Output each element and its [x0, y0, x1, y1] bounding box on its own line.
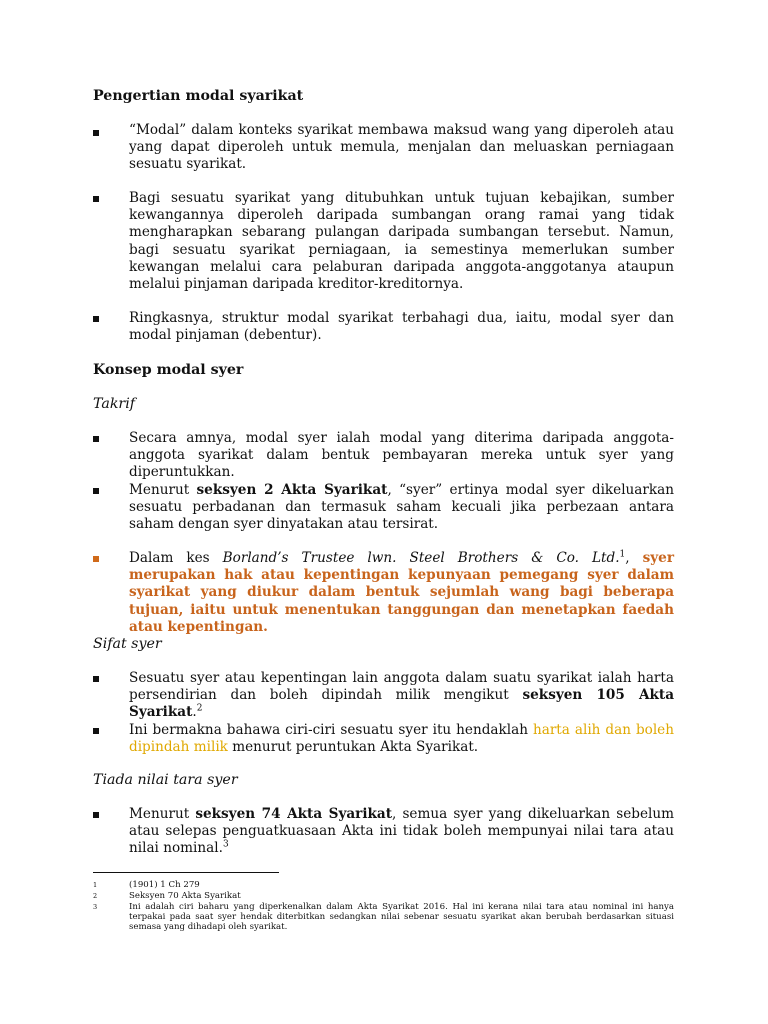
paragraph-seksyen-74: Menurut seksyen 74 Akta Syarikat, semua syer yang dikeluarkan sebelum atau selepas penguatkuasaan Akta ini tidak boleh mempunyai nilai tara atau nilai nominal.$^3$ [129, 806, 675, 857]
subheading-tiada-nilai-tara: Tiada nilai tara syer [93, 772, 238, 788]
seksyen-74-reference: seksyen 74 Akta Syarikat [195, 806, 393, 822]
paragraph-ringkasnya: Ringkasnya, struktur modal syarikat terbahagi dua, iaitu, modal syer dan modal pinjaman (debentur). [129, 310, 674, 344]
document-page: Pengertian modal syarikat “Modal” dalam konteks syarikat membawa maksud wang yang diperoleh atau yang dapat diperoleh untuk memula, menjalan dan meluaskan perniagaan sesuatu syarikat. Bagi sesuatu syarikat yang ditubuhkan untuk tujuan kebajikan, sumber kewangannya diperoleh daripada sumbangan orang ramai yang tidak mengharapkan sebarang pulangan daripada sumbangan tersebut. Namun, bagi sesuatu syarikat perniagaan, ia semestinya memerlukan sumber kewangan melalui cara pelaburan daripada anggota-anggotanya ataupun melalui pinjaman daripada kreditor-kreditornya. Ringkasnya, struktur modal syarikat terbahagi dua, iaitu, modal syer dan modal pinjaman (debentur). Konsep modal syer Takrif Secara amnya, modal syer ialah modal yang diterima daripada anggota-anggota syarikat dalam bentuk pembayaran mereka untuk syer yang diperuntukkan. Menurut seksyen 2 Akta Syarikat, “syer” ertinya modal syer dikeluarkan sesuatu perbadanan dan termasuk saham kecuali jika perbezaan antara saham dengan syer dinyatakan atau tersirat. Dalam kes Borland’s Trustee lwn. Steel Brothers & Co. Ltd.$^1$, syer merupakan hak atau kepentingan kepunyaan pemegang syer dalam syarikat yang diukur dalam bentuk sejumlah wang bagi beberapa tujuan, iaitu untuk menentukan tanggungan dan menetapkan faedah atau kepentingan. Sifat syer Sesuatu syer atau kepentingan lain anggota dalam suatu syarikat ialah harta persendirian dan boleh dipindah milik mengikut seksyen 105 Akta Syarikat.$^2$ Ini bermakna bahawa ciri-ciri sesuatu syer itu hendaklah harta alih dan boleh dipindah milik menurut peruntukan Akta Syarikat. Tiada nilai tara syer Menurut seksyen 74 Akta Syarikat, semua syer yang dikeluarkan sebelum atau selepas penguatkuasaan Akta ini tidak boleh mempunyai nilai tara atau nilai nominal.$^3$ 1 (1901) 1 Ch 279 2 Seksyen 70 Akta Syarikat 3 Ini adalah ciri baharu yang diperkenalkan dalam Akta Syarikat 2016. Hal ini kerana nilai tara atau nominal ini hanya terpakai pada saat syer hendak diterbitkan sedangkan nilai sebenar sesuatu syarikat akan berubah berdasarkan situasi semasa yang dihadapi oleh syarikat. [93, 88, 675, 932]
footnote-separator [93, 872, 279, 873]
paragraph-borland-case: Dalam kes Borland’s Trustee lwn. Steel Brothers & Co. Ltd.$^1$, syer merupakan hak atau kepentingan kepunyaan pemegang syer dalam syarikat yang diukur dalam bentuk sejumlah wang bagi beberapa tujuan, iaitu untuk menentukan tanggungan dan menetapkan faedah atau kepentingan. [129, 549, 674, 635]
bullet-marker [93, 812, 99, 818]
heading-pengertian: Pengertian modal syarikat [93, 88, 304, 104]
subheading-takrif: Takrif [93, 396, 135, 412]
bullet-marker [93, 676, 99, 682]
seksyen-2-reference: seksyen 2 Akta Syarikat [196, 482, 388, 498]
bullet-marker [93, 488, 99, 494]
paragraph-seksyen-2: Menurut seksyen 2 Akta Syarikat, “syer” ertinya modal syer dikeluarkan sesuatu perbadanan dan termasuk saham kecuali jika perbezaan antara saham dengan syer dinyatakan atau tersirat. [129, 482, 674, 533]
bullet-marker [93, 196, 99, 202]
footnote-ref-1: 1 [619, 549, 626, 560]
paragraph-secara-amnya: Secara amnya, modal syer ialah modal yang diterima daripada anggota-anggota syarikat dalam bentuk pembayaran mereka untuk syer yang diperuntukkan. [129, 430, 674, 481]
case-name: Borland’s Trustee lwn. Steel Brothers & Co. Ltd. [222, 550, 620, 566]
paragraph-harta-persendirian: Sesuatu syer atau kepentingan lain anggota dalam suatu syarikat ialah harta persendirian dan boleh dipindah milik mengikut seksyen 105 Akta Syarikat.$^2$ [129, 670, 675, 721]
bullet-marker [93, 316, 99, 322]
bullet-marker-orange [93, 556, 99, 562]
paragraph-sumber-kewangan: Bagi sesuatu syarikat yang ditubuhkan untuk tujuan kebajikan, sumber kewangannya diperoleh daripada sumbangan orang ramai yang tidak mengharapkan sebarang pulangan daripada sumbangan tersebut. Namun, bagi sesuatu syarikat perniagaan, ia semestinya memerlukan sumber kewangan melalui cara pelaburan daripada anggota-anggotanya ataupun melalui pinjaman daripada kreditor-kreditornya. [129, 190, 674, 293]
highlight-gold-text: harta alih dan boleh dipindah milik [129, 722, 674, 756]
paragraph-modal-definition: “Modal” dalam konteks syarikat membawa maksud wang yang diperoleh atau yang dapat diperoleh untuk memula, menjalan dan meluaskan perniagaan sesuatu syarikat. [129, 122, 674, 173]
bullet-marker [93, 436, 99, 442]
bullet-marker [93, 728, 99, 734]
footnote-ref-3: 3 [222, 839, 229, 850]
bullet-marker [93, 130, 99, 136]
paragraph-ciri-ciri-syer: Ini bermakna bahawa ciri-ciri sesuatu syer itu hendaklah harta alih dan boleh dipindah milik menurut peruntukan Akta Syarikat. [129, 722, 674, 756]
heading-konsep-modal-syer: Konsep modal syer [93, 362, 244, 378]
seksyen-105-reference: seksyen 105 Akta Syarikat [129, 687, 675, 721]
footnote-ref-2: 2 [196, 703, 203, 714]
subheading-sifat-syer: Sifat syer [93, 636, 162, 652]
highlight-orange-text: syer merupakan hak atau kepentingan kepunyaan pemegang syer dalam syarikat yang diukur dalam bentuk sejumlah wang bagi beberapa tujuan, iaitu untuk menentukan tanggungan dan menetapkan faedah atau kepentingan. [129, 550, 674, 635]
